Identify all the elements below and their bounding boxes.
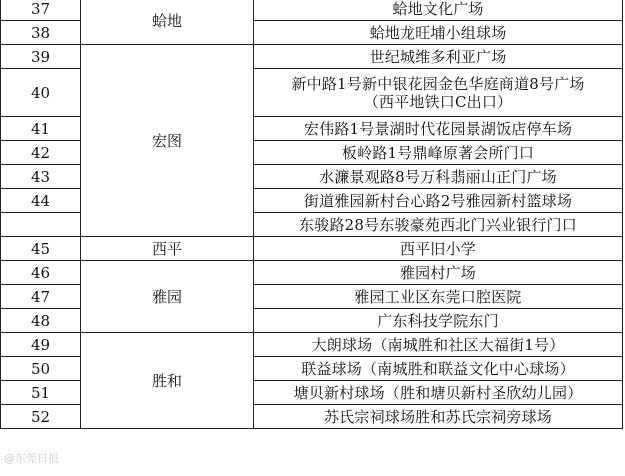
row-number: 49	[1, 333, 81, 357]
row-number: 48	[1, 309, 81, 333]
row-number: 50	[1, 357, 81, 381]
watermark: @东莞日报	[4, 452, 59, 465]
location-cell: 世纪城维多利亚广场	[254, 45, 623, 69]
row-number: 44	[1, 189, 81, 213]
table-row	[1, 237, 623, 261]
location-cell: 宏伟路1号景湖时代花园景湖饭店停车场	[254, 117, 623, 141]
area-name: 西平	[81, 237, 254, 261]
row-number: 41	[1, 117, 81, 141]
row-number: 37	[1, 0, 81, 21]
row-number: 46	[1, 261, 81, 285]
location-cell: 西平旧小学	[254, 237, 623, 261]
location-cell: 联益球场（南城胜和联益文化中心球场）	[254, 357, 623, 381]
row-number: 39	[1, 45, 81, 69]
table-row	[1, 261, 623, 285]
location-cell: 东骏路28号东骏豪苑西北门兴业银行门口	[254, 213, 623, 237]
table-row	[1, 45, 623, 69]
row-number: 42	[1, 141, 81, 165]
row-number: 40	[1, 69, 81, 117]
location-cell: 街道雅园新村台心路2号雅园新村篮球场	[254, 189, 623, 213]
location-cell: 水濂景观路8号万科翡丽山正门广场	[254, 165, 623, 189]
row-number: 43	[1, 165, 81, 189]
location-cell: 蛤地文化广场	[254, 0, 623, 21]
area-name: 雅园	[81, 261, 254, 333]
location-cell	[254, 69, 623, 117]
location-cell: 雅园村广场	[254, 261, 623, 285]
location-cell: 塘贝新村球场（胜和塘贝新村圣欣幼儿园）	[254, 381, 623, 405]
row-number	[1, 213, 81, 237]
row-number: 47	[1, 285, 81, 309]
row-number: 51	[1, 381, 81, 405]
location-cell: 大朗球场（南城胜和社区大福街1号）	[254, 333, 623, 357]
area-name: 宏图	[81, 45, 254, 237]
row-number: 52	[1, 405, 81, 429]
table-row	[1, 333, 623, 357]
location-line: （西平地铁口C出口）	[363, 92, 513, 111]
location-cell: 苏氏宗祠球场胜和苏氏宗祠旁球场	[254, 405, 623, 429]
area-name: 蛤地	[81, 0, 254, 45]
location-cell: 雅园工业区东莞口腔医院	[254, 285, 623, 309]
location-cell: 蛤地龙旺埔小组球场	[254, 21, 623, 45]
row-number: 45	[1, 237, 81, 261]
location-cell: 广东科技学院东门	[254, 309, 623, 333]
location-line: 新中路1号新中银花园金色华庭商道8号广场	[291, 74, 585, 93]
row-number: 38	[1, 21, 81, 45]
location-cell: 板岭路1号鼎峰原著会所门口	[254, 141, 623, 165]
table-row	[1, 0, 623, 21]
area-name: 胜和	[81, 333, 254, 429]
